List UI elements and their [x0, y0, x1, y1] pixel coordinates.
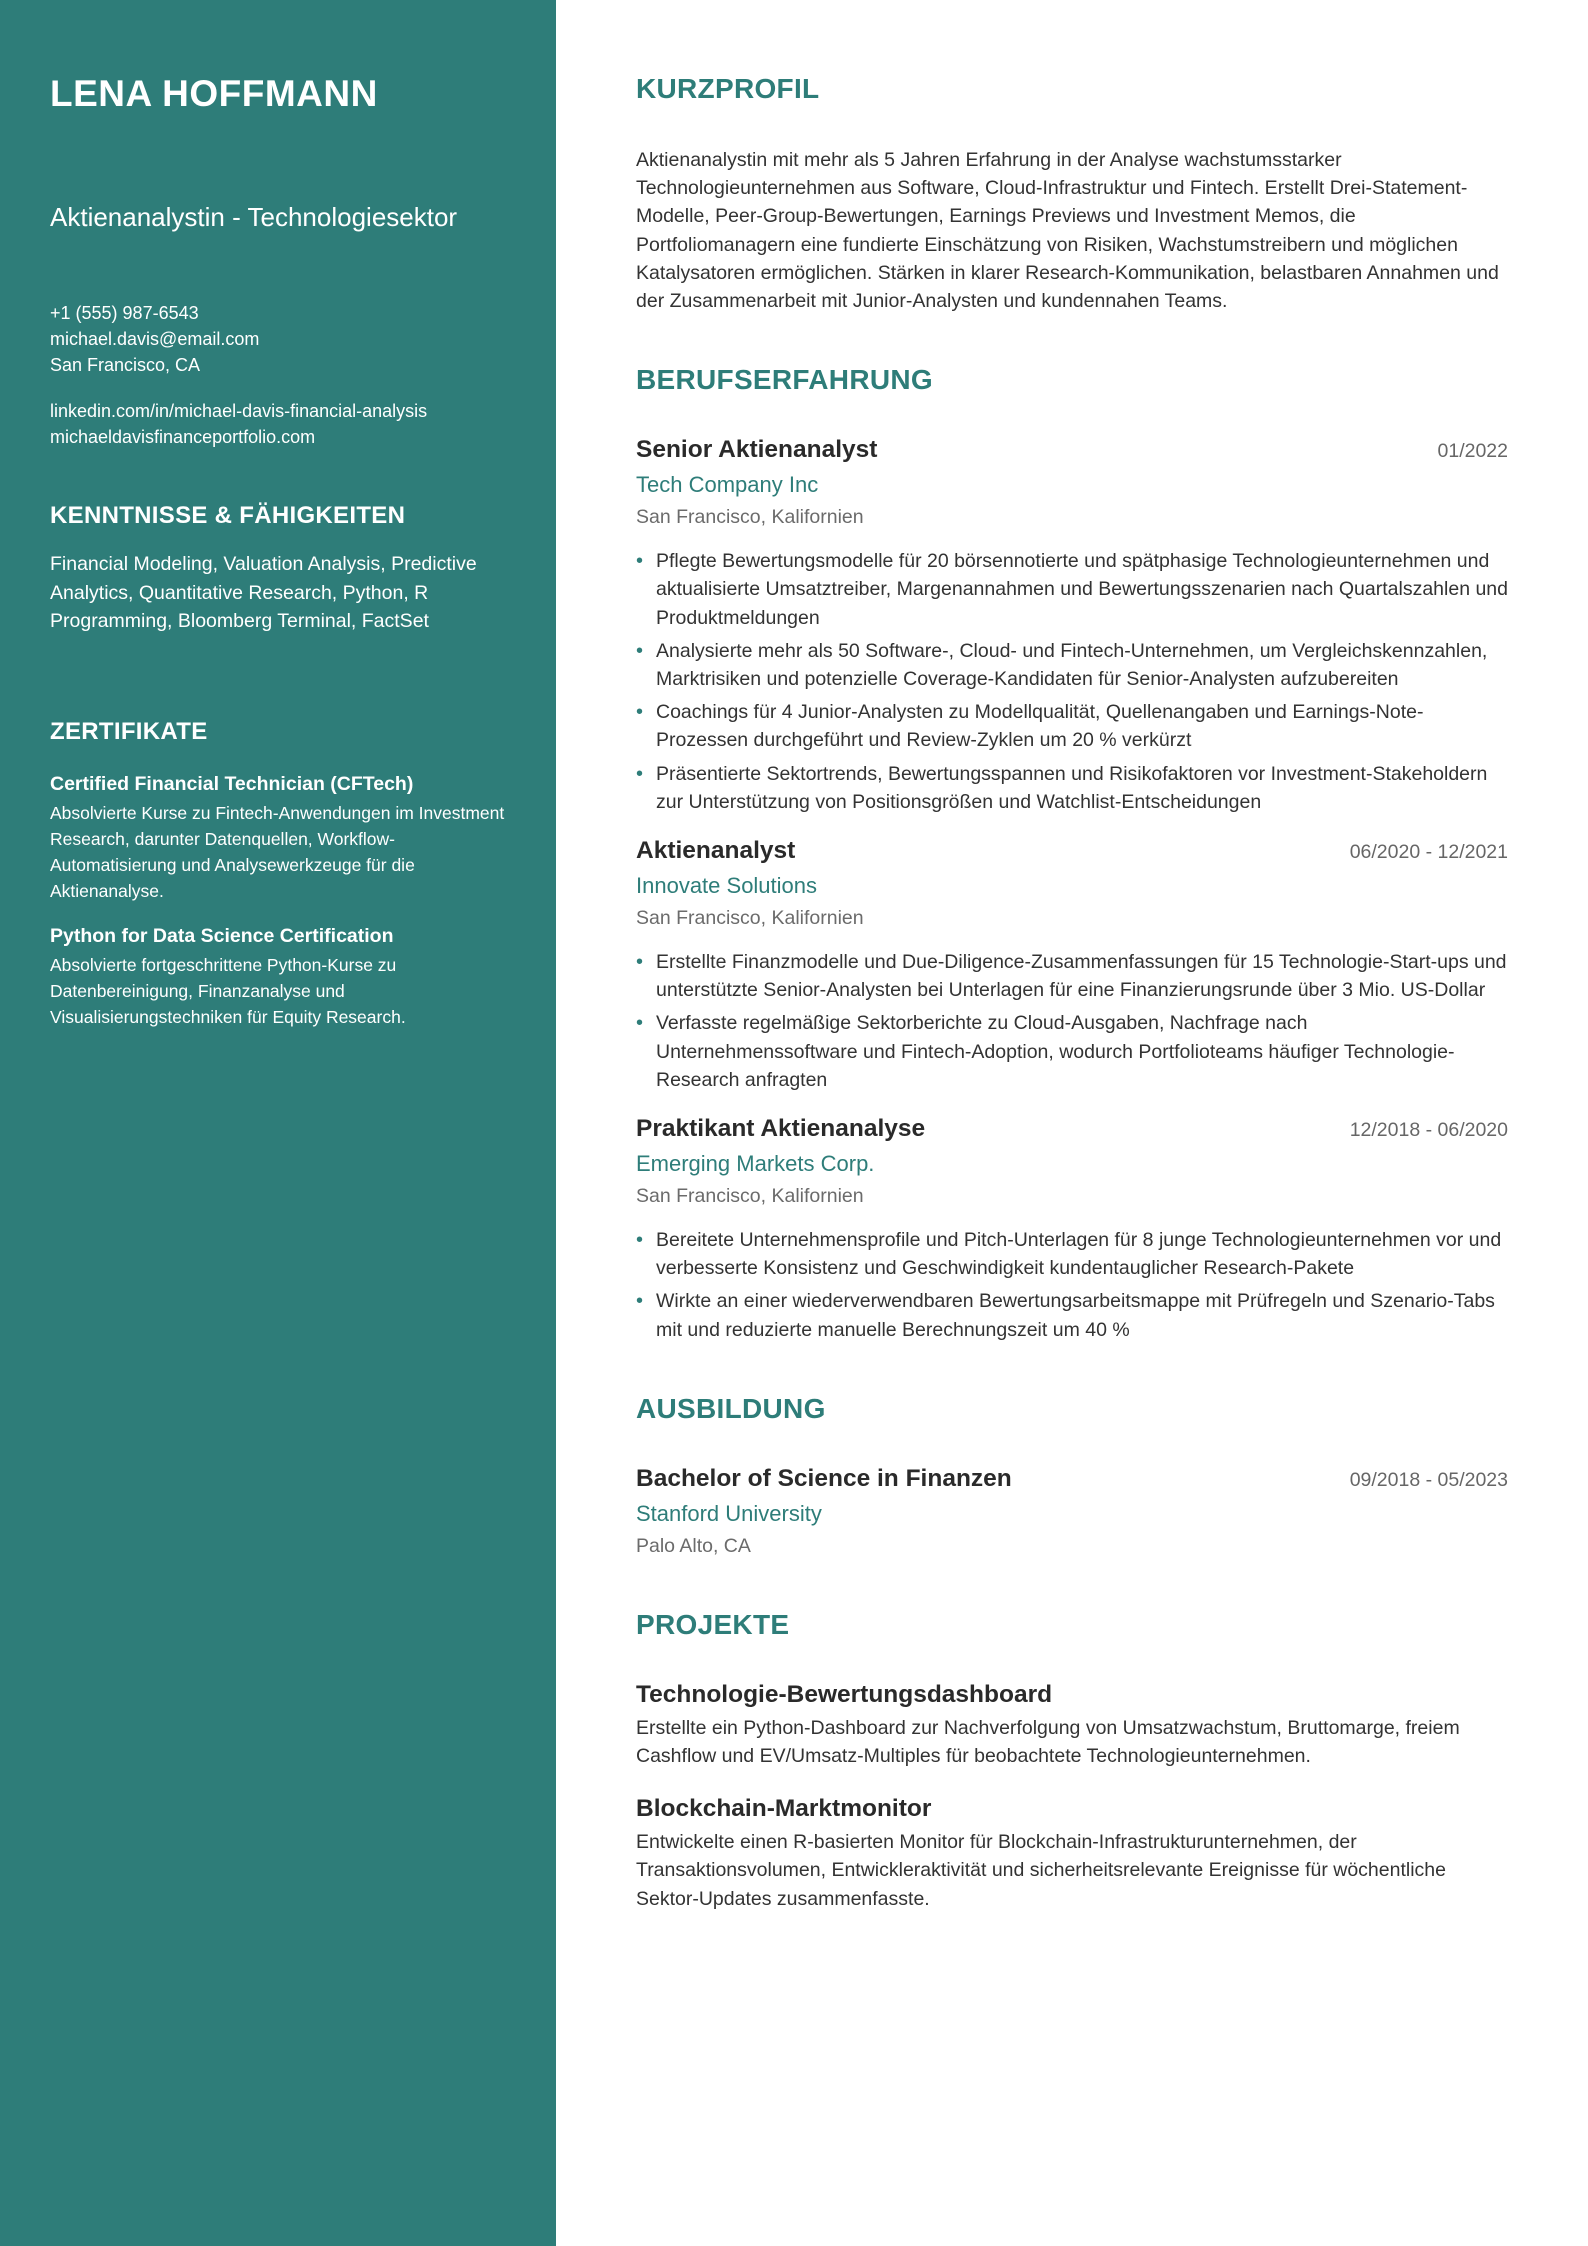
projects-section [636, 1606, 1508, 1913]
certificate-description: Absolvierte Kurse zu Fintech-Anwendungen im Investment Research, darunter Datenquellen, Workflow-Automatisierung und Analysewerkzeuge für die Aktienanalyse. [50, 802, 505, 901]
summary-heading: KURZPROFIL [636, 73, 820, 104]
main-content [636, 70, 1508, 1913]
bullet-item [636, 1287, 1508, 1343]
bullet-item [636, 1009, 1508, 1094]
job-date: 01/2022 [1437, 440, 1508, 463]
bullet-text: Wirkte an einer wiederverwendbaren Bewertungsarbeitsmappe mit Prüfregeln und Szenario-Tabs mit und reduzierte manuelle Berechnungszeit um 40 % [656, 1290, 1495, 1341]
education-date: 09/2018 - 05/2023 [1349, 1468, 1508, 1491]
bullet-text: Verfasste regelmäßige Sektorberichte zu Cloud-Ausgaben, Nachfrage nach Unternehmenssoftware und Fintech-Adoption, wodurch Portfolioteams häufiger Technologie-Research anfragten [656, 1012, 1455, 1091]
education-section [636, 1390, 1508, 1560]
experience-heading: BERUFSERFAHRUNG [636, 364, 933, 396]
sidebar [0, 0, 556, 2246]
job-bullets [636, 547, 1508, 816]
email-address[interactable]: michael.davis@email.com [50, 329, 260, 349]
bullet-text: Analysierte mehr als 50 Software-, Cloud- und Fintech-Unternehmen, um Vergleichskennzahlen, Marktrisiken und potenzielle Coverage-Kandidaten für Senior-Analysten aufzubereiten [656, 639, 1488, 691]
job-title: Senior Aktienanalyst [636, 436, 878, 464]
bullet-dot-icon: • [636, 550, 644, 573]
certificate-item [50, 922, 506, 1030]
bullet-text: Pflegte Bewertungsmodelle für 20 börsennotierte und spätphasige Technologieunternehmen und aktualisierte Umsatztreiber, Margenannahmen und Bewertungsszenarien nach Quartalszahlen und Produktmeldungen [656, 550, 1508, 629]
bullet-dot-icon: • [636, 1012, 644, 1035]
certificate-title: Python for Data Science Certification [50, 924, 394, 947]
job-entry [636, 1112, 1508, 1344]
certificate-title: Certified Financial Technician (CFTech) [50, 772, 414, 795]
bullet-item [636, 637, 1508, 693]
project-title: Blockchain-Marktmonitor [636, 1795, 932, 1823]
education-entry [636, 1462, 1508, 1560]
bullet-item [636, 760, 1508, 816]
phone-number[interactable]: +1 (555) 987-6543 [50, 303, 199, 323]
bullet-text: Präsentierte Sektortrends, Bewertungsspannen und Risikofaktoren vor Investment-Stakeholdern zur Unterstützung von Positionsgrößen und Watchlist-Entscheidungen [656, 762, 1488, 813]
job-bullets [636, 1226, 1508, 1344]
candidate-title: Aktienanalystin - Technologiesektor [50, 202, 458, 232]
bullet-text: Erstellte Finanzmodelle und Due-Diligence-Zusammenfassungen für 15 Technologie-Start-ups und unterstützte Senior-Analysten bei Unterlagen für eine Finanzierungsrunde über 3 Mio. US-Dollar [656, 951, 1507, 1002]
job-title: Praktikant Aktienanalyse [636, 1115, 926, 1143]
project-description: Entwickelte einen R-basierten Monitor für Blockchain-Infrastrukturunternehmen, der Transaktionsvolumen, Entwickleraktivität und sicherheitsrelevante Ereignisse für wöchentliche Sektor-Updates zusammenfasste. [636, 1831, 1446, 1910]
contact-block [50, 300, 506, 378]
skills-list: Financial Modeling, Valuation Analysis, Predictive Analytics, Quantitative Research, Python, R Programming, Bloomberg Terminal, FactSet [50, 553, 477, 632]
job-company: Emerging Markets Corp. [636, 1151, 875, 1177]
certificates-heading: ZERTIFIKATE [50, 717, 208, 745]
bullet-item [636, 547, 1508, 632]
linkedin-link[interactable]: linkedin.com/in/michael-davis-financial-analysis [50, 401, 428, 421]
certificate-item [50, 770, 506, 904]
bullet-item [636, 1226, 1508, 1282]
job-date: 12/2018 - 06/2020 [1349, 1119, 1508, 1142]
summary-text: Aktienanalystin mit mehr als 5 Jahren Erfahrung in der Analyse wachstumsstarker Technologieunternehmen aus Software, Cloud-Infrastruktur und Fintech. Erstellt Drei-Statement-Modelle, Peer-Group-Bewertungen, Earnings Previews und Investment Memos, die Portfoliomanagern eine fundierte Einschätzung von Risiken, Wachstumstreibern und möglichen Katalysatoren ermöglichen. Stärken in klarer Research-Kommunikation, belastbaren Annahmen und der Zusammenarbeit mit Junior-Analysten und kundennahen Teams. [636, 149, 1499, 313]
education-heading: AUSBILDUNG [636, 1392, 826, 1424]
bullet-dot-icon: • [636, 639, 644, 662]
skills-heading: KENNTNISSE & FÄHIGKEITEN [50, 502, 406, 529]
job-location: San Francisco, Kalifornien [636, 506, 864, 529]
experience-section [636, 361, 1508, 1344]
job-bullets [636, 948, 1508, 1094]
bullet-dot-icon: • [636, 762, 644, 785]
project-entry [636, 1678, 1508, 1770]
job-entry [636, 433, 1508, 816]
project-description: Erstellte ein Python-Dashboard zur Nachverfolgung von Umsatzwachstum, Bruttomarge, freiem Cashflow und EV/Umsatz-Multiples für beobachtete Technologieunternehmen. [636, 1716, 1460, 1768]
portfolio-link[interactable]: michaeldavisfinanceportfolio.com [50, 427, 316, 447]
location: San Francisco, CA [50, 355, 201, 375]
job-company: Tech Company Inc [636, 472, 819, 498]
bullet-dot-icon: • [636, 1290, 644, 1313]
bullet-text: Coachings für 4 Junior-Analysten zu Modellqualität, Quellenangaben und Earnings-Note-Prozessen durchgeführt und Review-Zyklen um 20 % verkürzt [656, 701, 1424, 752]
projects-heading: PROJEKTE [636, 1608, 790, 1640]
project-entry [636, 1792, 1508, 1913]
job-company: Innovate Solutions [636, 873, 818, 899]
job-date: 06/2020 - 12/2021 [1349, 841, 1508, 864]
job-location: San Francisco, Kalifornien [636, 1185, 864, 1208]
bullet-item [636, 948, 1508, 1004]
bullet-text: Bereitete Unternehmensprofile und Pitch-Unterlagen für 8 junge Technologieunternehmen vor und verbesserte Konsistenz und Geschwindigkeit kundentauglicher Research-Pakete [656, 1229, 1502, 1280]
bullet-dot-icon: • [636, 701, 644, 724]
job-entry [636, 834, 1508, 1094]
school-name: Stanford University [636, 1500, 822, 1526]
degree-title: Bachelor of Science in Finanzen [636, 1464, 1012, 1492]
school-location: Palo Alto, CA [636, 1534, 751, 1557]
candidate-name: LENA HOFFMANN [50, 73, 378, 114]
certificate-description: Absolvierte fortgeschrittene Python-Kurse zu Datenbereinigung, Finanzanalyse und Visualisierungstechniken für Equity Research. [50, 954, 406, 1027]
links-block [50, 398, 506, 450]
job-title: Aktienanalyst [636, 837, 796, 865]
summary-section [636, 70, 1508, 315]
bullet-dot-icon: • [636, 1229, 644, 1252]
bullet-dot-icon: • [636, 951, 644, 974]
job-location: San Francisco, Kalifornien [636, 907, 864, 930]
project-title: Technologie-Bewertungsdashboard [636, 1680, 1053, 1708]
bullet-item [636, 698, 1508, 754]
